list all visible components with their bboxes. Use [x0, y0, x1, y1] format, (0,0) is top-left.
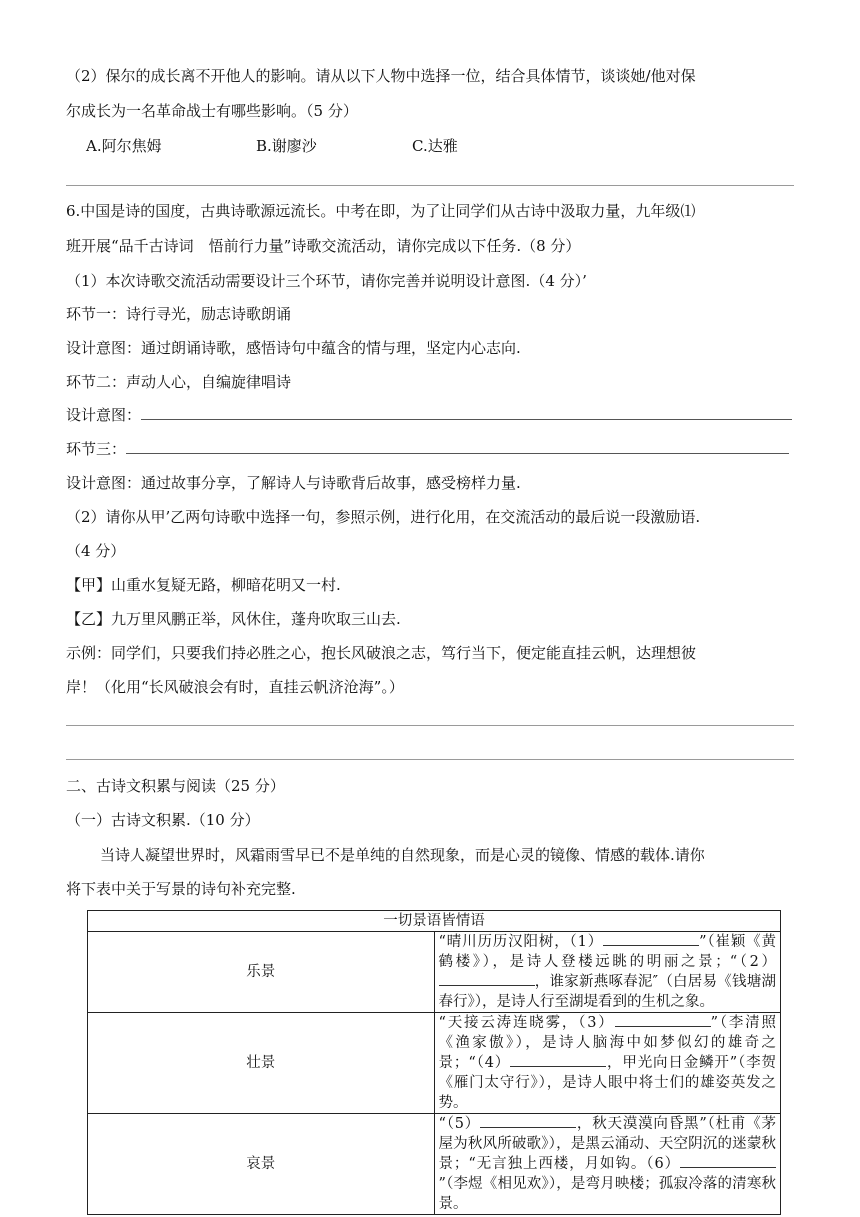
option-b: B.谢廖沙	[256, 137, 317, 155]
row-category: 壮景	[88, 1013, 435, 1114]
q6-link-2: 环节二：声动人心，自编旋律唱诗	[66, 373, 292, 391]
row-category: 乐景	[88, 932, 435, 1013]
row-text: “天接云涛连晓雾，（3） ”（李清照《渔家傲》），是诗人脑海中如梦似幻的雄奇之景；“（4） ，甲光向日金鳞开”（李贺《雁门太守行》），是诗人眼中将士们的雄姿英发之势。	[434, 1013, 781, 1114]
blank-2[interactable]	[439, 972, 535, 986]
intro-line-1: 当诗人凝望世界时，风霜雨雪早已不是单纯的自然现象，而是心灵的镜像、情感的载体.请你	[100, 846, 705, 864]
blank-6[interactable]	[680, 1154, 776, 1168]
q6-line-1: 6.中国是诗的国度，古典诗歌源远流长。中考在即，为了让同学们从古诗中汲取力量，九年级⑴	[66, 202, 696, 220]
blank-1[interactable]	[603, 932, 699, 946]
link-3-answer-line	[126, 439, 789, 454]
poem-table	[87, 910, 781, 1215]
blank-4[interactable]	[510, 1053, 606, 1067]
q6-sub2-line-2: （4 分）	[66, 542, 126, 560]
answer-line	[66, 185, 794, 186]
part-1-title: （一）古诗文积累.（10 分）	[66, 811, 260, 829]
table-row	[88, 1114, 781, 1215]
example-line-2: 岸！（化用“长风破浪会有时，直挂云帆济沧海”。）	[66, 678, 404, 696]
row-text: “（5） ，秋天漠漠向昏黑”（杜甫《茅屋为秋风所破歌》），是黑云涌动、天空阴沉的迷蒙秋景；“无言独上西楼，月如钩。（6）”（李煜《相见欢》），是弯月映楼；孤寂冷落的清寒秋景。	[434, 1114, 781, 1215]
q6-sub2-line-1: （2）请你从甲’乙两句诗歌中选择一句，参照示例，进行化用，在交流活动的最后说一段激励语.	[66, 508, 701, 526]
intro-line-2: 将下表中关于写景的诗句补充完整.	[66, 880, 296, 898]
table-header: 一切景语皆情语	[88, 911, 781, 932]
link-3-label: 环节三：	[66, 440, 127, 458]
q5-2-line-1: （2）保尔的成长离不开他人的影响。请从以下人物中选择一位，结合具体情节，谈谈她/他对保	[66, 67, 696, 85]
poem-yi: 【乙】九万里风鹏正举，风休住，蓬舟吹取三山去.	[66, 610, 401, 628]
table-row	[88, 1013, 781, 1114]
answer-line	[66, 725, 794, 726]
blank-3[interactable]	[615, 1013, 711, 1027]
example-line-1: 示例：同学们，只要我们持必胜之心，抱长风破浪之志，笃行当下，便定能直挂云帆，达理想彼	[66, 644, 697, 662]
table-row	[88, 932, 781, 1013]
intent-2-answer-line	[141, 405, 792, 420]
blank-5[interactable]	[480, 1114, 576, 1128]
poem-jia: 【甲】山重水复疑无路，柳暗花明又一村.	[66, 576, 341, 594]
q6-link-1: 环节一：诗行寻光，励志诗歌朗诵	[66, 305, 292, 323]
q6-sub1: （1）本次诗歌交流活动需要设计三个环节，请你完善并说明设计意图.（4 分）’	[66, 272, 587, 290]
intent-2-label: 设计意图：	[66, 406, 142, 424]
option-c: C.达雅	[412, 137, 458, 155]
q6-line-2: 班开展“品千古诗词 悟前行力量”诗歌交流活动，请你完成以下任务.（8 分）	[66, 237, 581, 255]
q5-2-line-2: 尔成长为一名革命战士有哪些影响。（5 分）	[66, 102, 358, 120]
q6-intent-2	[66, 405, 794, 425]
q6-intent-1: 设计意图：通过朗诵诗歌，感悟诗句中蕴含的情与理，坚定内心志向.	[66, 339, 521, 357]
q6-intent-3: 设计意图：通过故事分享，了解诗人与诗歌背后故事，感受榜样力量.	[66, 474, 521, 492]
option-a: A.阿尔焦姆	[86, 137, 162, 155]
section-2-title: 二、古诗文积累与阅读（25 分）	[66, 777, 285, 795]
row-text: “晴川历历汉阳树，（1） ”（崔颖《黄鹤楼》），是诗人登楼远眺的明丽之景；“（2），谁家新燕啄春泥″（白居易《钱塘湖春行》），是诗人行至湖堤看到的生机之象。	[434, 932, 781, 1013]
q6-link-3	[66, 439, 794, 459]
row-category: 哀景	[88, 1114, 435, 1215]
answer-line	[66, 759, 794, 760]
